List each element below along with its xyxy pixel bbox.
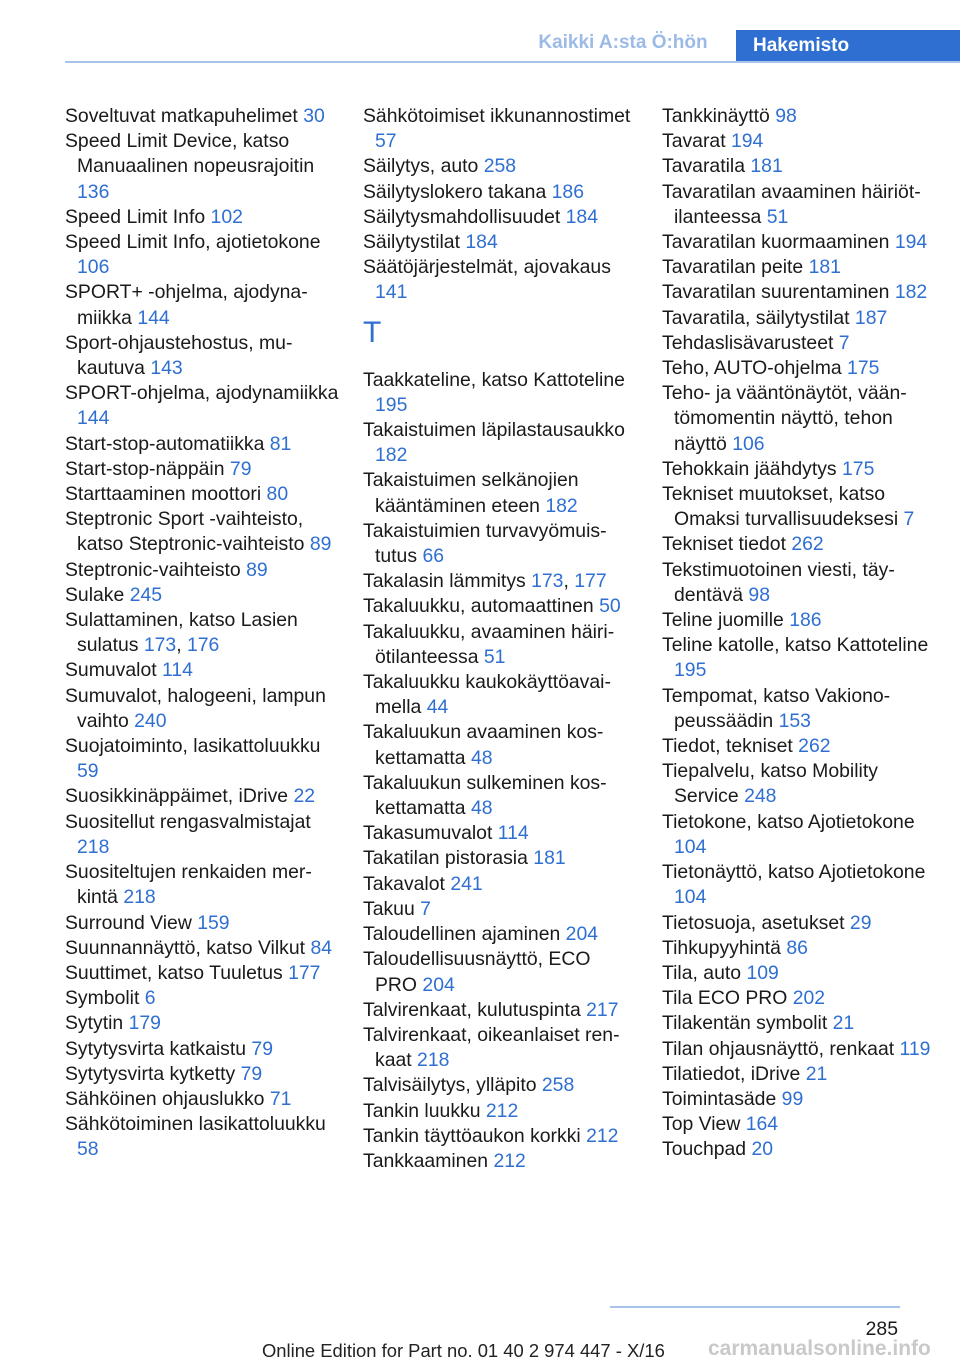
edition-note: Online Edition for Part no. 01 40 2 974 447 - X/16	[262, 1340, 665, 1361]
page-header	[0, 0, 960, 62]
index-page-link[interactable]: 182	[375, 444, 408, 467]
index-entry	[363, 104, 633, 154]
index-entry	[363, 620, 633, 670]
index-entry-term: Tietokone, katso Ajotietokone	[662, 810, 915, 833]
index-entry-term: Talvirenkaat, kulutuspinta	[363, 998, 581, 1021]
index-page-link[interactable]: 84	[310, 936, 333, 959]
index-page-link[interactable]: 187	[854, 306, 888, 329]
index-entry-term: Tehokkain jäähdytys	[662, 457, 837, 480]
index-entry	[662, 608, 947, 633]
index-page-link[interactable]: 51	[766, 205, 789, 228]
header-divider	[65, 61, 960, 63]
index-entry-term: Tavaratila	[662, 155, 745, 178]
index-entry	[65, 230, 340, 280]
index-entry	[662, 457, 947, 482]
index-page-link[interactable]: 218	[417, 1049, 450, 1072]
index-page-link[interactable]: 104	[674, 886, 707, 909]
index-entry-term: Tavaratila, säilytystilat	[662, 306, 850, 329]
index-entry	[662, 1011, 947, 1036]
index-page-link[interactable]: 181	[750, 155, 783, 178]
index-page-link[interactable]: 136	[77, 180, 110, 203]
index-entry	[662, 734, 947, 759]
index-entry	[65, 810, 340, 860]
index-entry	[363, 205, 633, 230]
index-entry	[363, 1124, 633, 1149]
index-entry-term: Tavaratilan kuormaaminen	[662, 231, 890, 254]
index-entry	[363, 255, 633, 305]
index-entry-term: Takasumuvalot	[363, 822, 493, 845]
index-page-link[interactable]: 177	[574, 570, 607, 593]
index-page-link[interactable]: 164	[745, 1113, 779, 1136]
index-entry-term: Takaluukku, automaattinen	[363, 595, 594, 618]
index-page-link[interactable]: 248	[744, 785, 777, 808]
index-entry-term: Säilytys, auto	[363, 155, 479, 178]
index-entry	[65, 860, 340, 910]
index-page-link[interactable]: 194	[730, 130, 764, 153]
index-page-link[interactable]: 48	[470, 746, 493, 769]
index-entry-term: Takatilan pistorasia	[363, 847, 528, 870]
index-entry	[65, 129, 340, 205]
index-entry-term: Tihkupyyhintä	[662, 936, 781, 959]
index-page-link[interactable]: 195	[375, 393, 408, 416]
index-page-link[interactable]: 212	[485, 1099, 519, 1122]
index-page-link[interactable]: 50	[599, 595, 621, 618]
index-page-link[interactable]: 114	[497, 822, 529, 845]
index-entry-term: Tankin luukku	[363, 1099, 481, 1122]
index-page-link[interactable]: 89	[246, 558, 268, 581]
index-page-link[interactable]: 86	[786, 936, 808, 959]
index-entry	[65, 482, 340, 507]
index-entry-term: Tilakentän symbolit	[662, 1012, 828, 1035]
index-entry-term: Speed Limit Device, katso Manuaalinen nopeusrajoitin	[65, 130, 315, 178]
index-page-link[interactable]: 144	[77, 407, 110, 430]
index-entry-term: Suunnannäyttö, katso Vilkut	[65, 936, 306, 959]
index-page-link[interactable]: 204	[422, 973, 455, 996]
index-page-link[interactable]: 71	[269, 1087, 292, 1110]
index-entry-term: Taloudellisuusnäyttö, ECO PRO	[363, 948, 591, 996]
index-entry-term: Teline juomille	[662, 609, 784, 632]
index-entry	[662, 1087, 947, 1112]
index-entry	[662, 986, 947, 1011]
index-entry	[662, 860, 947, 910]
index-page-link[interactable]: 48	[470, 797, 493, 820]
index-entry-term: Sytytin	[65, 1012, 124, 1035]
index-entry-term: Tekstimuotoinen viesti, täydentävä	[662, 558, 895, 606]
index-entry-term: Symbolit	[65, 987, 140, 1010]
index-entry	[363, 947, 633, 997]
index-page-link[interactable]: 106	[732, 432, 765, 455]
watermark: carmanualsonline.info	[708, 1337, 931, 1360]
index-page-link[interactable]: 57	[375, 130, 397, 153]
index-entry-term: Tekniset tiedot	[662, 533, 786, 556]
index-page-link[interactable]: 7	[903, 508, 915, 531]
index-page-link[interactable]: 66	[422, 545, 445, 568]
index-page-link[interactable]: 258	[541, 1074, 575, 1097]
index-entry	[662, 104, 947, 129]
index-page-link[interactable]: 7	[420, 897, 431, 920]
index-page-link[interactable]: 119	[899, 1037, 931, 1060]
index-entry	[363, 720, 633, 770]
index-page-link[interactable]: 143	[150, 357, 183, 380]
index-page-link[interactable]: 21	[805, 1062, 828, 1085]
index-entry	[65, 1112, 340, 1162]
index-entry-term: Takaistuimen selkänojien kääntäminen eteen	[363, 469, 579, 517]
index-page-link[interactable]: 173	[143, 634, 177, 657]
index-page-link[interactable]: 144	[137, 306, 170, 329]
index-entry	[65, 911, 340, 936]
index-entry-term: Suosikkinäppäimet, iDrive	[65, 785, 289, 808]
index-entry	[65, 1037, 340, 1062]
index-entry-term: Sumuvalot	[65, 659, 157, 682]
index-entry	[662, 532, 947, 557]
index-entry	[363, 594, 633, 619]
index-entry	[363, 1149, 633, 1174]
index-entry-term: Sumuvalot, halogeeni, lampun vaihto	[65, 684, 326, 732]
index-entry	[65, 432, 340, 457]
index-entry	[662, 684, 947, 734]
index-entry-term: Top View	[662, 1113, 741, 1136]
index-entry	[363, 670, 633, 720]
index-tab[interactable]: Hakemisto	[736, 30, 960, 61]
index-page-link[interactable]: 153	[778, 709, 811, 732]
index-entry	[662, 911, 947, 936]
index-entry-term: Säilytyslokero takana	[363, 180, 547, 203]
index-page-link[interactable]: 81	[269, 432, 292, 455]
index-entry	[363, 897, 633, 922]
index-entry-term: Tietonäyttö, katso Ajotietokone	[662, 861, 926, 884]
index-entry	[363, 846, 633, 871]
index-entry-term: Tiedot, tekniset	[662, 735, 793, 758]
index-entry-term: Speed Limit Info, ajotietokone	[65, 231, 321, 254]
index-entry	[662, 230, 947, 255]
index-entry-term: Talvisäilytys, ylläpito	[363, 1074, 537, 1097]
index-entry-term: Suositellut rengasvalmistajat	[65, 810, 311, 833]
index-page-link[interactable]: 6	[144, 987, 156, 1010]
index-entry-term: Toimintasäde	[662, 1087, 777, 1110]
index-entry-term: Soveltuvat matkapuhelimet	[65, 105, 298, 127]
index-page-link[interactable]: 44	[426, 696, 449, 719]
index-entry-term: Säätöjärjestelmät, ajovakaus	[363, 256, 611, 279]
index-entry	[363, 1023, 633, 1073]
index-entry	[363, 922, 633, 947]
index-entry	[65, 1087, 340, 1112]
index-entry	[662, 306, 947, 331]
index-entry	[662, 961, 947, 986]
index-page-link[interactable]: 20	[751, 1138, 774, 1161]
index-page-link[interactable]: 186	[551, 180, 584, 203]
index-entry-term: Surround View	[65, 911, 192, 934]
index-column-1	[65, 104, 340, 1163]
section-tab[interactable]: Kaikki A:sta Ö:hön	[538, 32, 708, 53]
index-entry-term: Takaluukun sulkeminen koskettamatta	[363, 771, 607, 820]
index-entry	[662, 633, 947, 683]
index-page-link[interactable]: 159	[197, 911, 230, 934]
index-entry-term: Tavaratilan peite	[662, 256, 804, 279]
index-entry-term: Start-stop-automatiikka	[65, 432, 265, 455]
index-entry-term: Takuu	[363, 897, 415, 920]
index-entry-term: Sytytysvirta kytketty	[65, 1062, 236, 1085]
index-page-link[interactable]: 240	[134, 709, 167, 732]
index-page-link[interactable]: 182	[545, 494, 578, 517]
index-entry-term: Sport-ohjaustehostus, mukautuva	[65, 331, 293, 380]
index-page-link[interactable]: 262	[798, 735, 831, 758]
index-entry	[65, 784, 340, 809]
index-entry	[662, 810, 947, 860]
index-entry-term: Touchpad	[662, 1138, 747, 1161]
index-page-link[interactable]: 177	[288, 961, 321, 984]
index-page-link[interactable]: 212	[586, 1124, 619, 1147]
index-page-link[interactable]: 175	[847, 357, 880, 380]
index-entry-term: Tankkaaminen	[363, 1149, 489, 1172]
index-entry	[65, 936, 340, 961]
index-page-link[interactable]: 173	[531, 570, 564, 593]
index-entry	[363, 998, 633, 1023]
index-entry-term: Tila ECO PRO	[662, 987, 788, 1010]
index-entry-term: Teline katolle, katso Kattoteline	[662, 634, 929, 657]
index-entry-term: Säilytysmahdollisuudet	[363, 205, 561, 228]
index-entry-term: SPORT+ -ohjelma, ajodynamiikka	[65, 281, 308, 329]
index-entry: Takalasin lämmitys 173, 177	[363, 570, 607, 593]
index-entry	[65, 280, 340, 330]
index-entry	[363, 180, 633, 205]
index-entry	[662, 255, 947, 280]
index-entry-term: Tilatiedot, iDrive	[662, 1062, 801, 1085]
index-entry-term: Sytytysvirta katkaistu	[65, 1037, 247, 1060]
index-entry-term: Starttaaminen moottori	[65, 483, 262, 506]
index-page-link[interactable]: 182	[894, 281, 928, 304]
index-entry	[65, 507, 340, 557]
index-page-link[interactable]: 176	[186, 634, 220, 657]
index-page-link[interactable]: 195	[674, 659, 707, 682]
index-entry	[65, 734, 340, 784]
index-page-link[interactable]: 98	[748, 583, 770, 606]
index-entry-term: Takaistuimien turvavyömuistutus	[363, 519, 607, 568]
index-entry-term: Sulattaminen, katso Lasien sulatus	[65, 609, 298, 657]
index-entry-term: SPORT-ohjelma, ajodynamiikka	[65, 382, 339, 405]
index-page-link[interactable]: 179	[128, 1012, 161, 1035]
index-page-link[interactable]: 194	[894, 231, 928, 254]
index-page-link[interactable]: 7	[838, 331, 850, 354]
index-page-link[interactable]: 98	[775, 105, 797, 127]
index-page-link[interactable]: 104	[674, 835, 707, 858]
index-entry	[65, 961, 340, 986]
index-entry-term: Tiepalvelu, katso Mobility Service	[662, 760, 878, 808]
index-entry-term: Start-stop-näppäin	[65, 457, 225, 480]
index-entry-term: Takalasin lämmitys	[363, 570, 526, 593]
index-page-link[interactable]: 21	[832, 1012, 855, 1035]
index-entry	[65, 381, 340, 431]
index-entry	[363, 468, 633, 518]
index-entry-term: Taakkateline, katso Kattoteline	[363, 368, 625, 391]
index-page-link[interactable]: 106	[77, 256, 110, 279]
index-entry	[363, 1073, 633, 1098]
index-entry-term: Taloudellinen ajaminen	[363, 923, 561, 946]
index-entry	[662, 129, 947, 154]
index-entry: Sulattaminen, katso Lasien sulatus 173, 176	[65, 609, 298, 657]
index-entry	[662, 180, 947, 230]
index-entry	[65, 1062, 340, 1087]
index-entry-term: Tankin täyttöaukon korkki	[363, 1124, 581, 1147]
index-entry-term: Sähköinen ohjauslukko	[65, 1087, 265, 1110]
index-page-link[interactable]: 262	[791, 533, 824, 556]
index-entry-term: Tila, auto	[662, 961, 742, 984]
index-page-link[interactable]: 245	[129, 583, 163, 606]
index-page-link[interactable]: 218	[123, 886, 156, 909]
index-entry	[662, 331, 947, 356]
index-page-link[interactable]: 89	[309, 533, 332, 556]
index-entry	[662, 1137, 947, 1162]
index-entry	[65, 104, 340, 129]
index-entry-term: Takaluukku, avaaminen häiriötilanteessa	[363, 620, 615, 668]
index-entry	[65, 986, 340, 1011]
index-entry-term: Sulake	[65, 583, 125, 606]
index-entry	[65, 1011, 340, 1036]
index-entry	[662, 1112, 947, 1137]
index-entry-term: Suuttimet, katso Tuuletus	[65, 961, 283, 984]
index-entry-term: Steptronic-vaihteisto	[65, 558, 241, 581]
index-entry	[363, 230, 633, 255]
index-page-link[interactable]: 99	[781, 1087, 804, 1110]
index-page-link[interactable]: 212	[493, 1149, 526, 1172]
index-entry	[363, 154, 633, 179]
index-page-link[interactable]: 109	[746, 961, 779, 984]
index-entry-term: Tilan ohjausnäyttö, renkaat	[662, 1037, 895, 1060]
index-entry-term: Takaluukku kaukokäyttöavaimella	[363, 671, 611, 719]
index-entry	[662, 482, 947, 532]
index-entry-term: Tavaratilan suurentaminen	[662, 281, 890, 304]
index-entry	[65, 658, 340, 683]
index-page-link[interactable]: 184	[565, 205, 598, 228]
index-entry	[662, 558, 947, 608]
index-page-link[interactable]: 217	[586, 998, 619, 1021]
index-entry	[363, 368, 633, 418]
index-page-link[interactable]: 29	[849, 911, 872, 934]
index-entry	[662, 356, 947, 381]
index-entry	[65, 205, 340, 230]
index-page-link[interactable]: 258	[483, 155, 517, 178]
index-entry-term: Tavaratilan avaaminen häiriötilanteessa	[662, 180, 921, 228]
index-entry-term: Sähkötoimiset ikkunannostimet	[363, 105, 631, 127]
index-entry	[65, 583, 340, 608]
index-entry	[65, 558, 340, 583]
index-entry	[662, 280, 947, 305]
index-entry-term: Säilytystilat	[363, 231, 460, 254]
index-entry	[662, 759, 947, 809]
index-entry	[363, 1099, 633, 1124]
index-page-link[interactable]: 181	[533, 847, 566, 870]
index-page-link[interactable]: 186	[789, 609, 822, 632]
footer-divider	[610, 1306, 900, 1308]
index-entry	[662, 1037, 947, 1062]
index-entry-term: Takaistuimen läpilastausaukko	[363, 419, 625, 442]
index-entry	[65, 684, 340, 734]
index-entry	[363, 519, 633, 569]
index-entry	[363, 771, 633, 821]
index-entry-term: Tempomat, katso Vakionopeussäädin	[662, 684, 891, 732]
index-page-link[interactable]: 102	[210, 205, 243, 228]
index-page-link[interactable]: 218	[77, 835, 110, 858]
index-entry	[363, 418, 633, 468]
index-entry-term: Teho- ja vääntönäytöt, vääntömomentin näyttö, tehon näyttö	[662, 382, 907, 455]
index-page-link[interactable]: 79	[229, 457, 252, 480]
index-entry-term: Takavalot	[363, 872, 445, 895]
index-entry	[65, 457, 340, 482]
index-entry-term: Tehdaslisävarusteet	[662, 331, 834, 354]
index-entry-term: Tankkinäyttö	[662, 105, 770, 127]
index-entry-term: Tekniset muutokset, katso Omaksi turvallisuudeksesi	[662, 483, 899, 531]
index-page-link[interactable]: 141	[375, 281, 408, 304]
index-page-link[interactable]: 80	[266, 483, 289, 506]
index-entry	[662, 154, 947, 179]
index-entry	[363, 872, 633, 897]
index-entry-term: Tietosuoja, asetukset	[662, 911, 845, 934]
index-page-link[interactable]: 30	[303, 105, 325, 127]
index-page-link[interactable]: 59	[77, 760, 99, 783]
index-page-link[interactable]: 204	[565, 923, 599, 946]
index-page-link[interactable]: 58	[77, 1138, 99, 1161]
index-entry-term: Suositeltujen renkaiden merkintä	[65, 861, 312, 909]
index-page-link[interactable]: 79	[251, 1037, 273, 1060]
index-entry-term: Teho, AUTO-ohjelma	[662, 357, 842, 380]
index-entry	[662, 381, 947, 457]
index-page-link[interactable]: 51	[483, 645, 506, 668]
index-entry-term: Takaluukun avaaminen koskettamatta	[363, 721, 604, 769]
index-page-link[interactable]: 181	[808, 256, 841, 279]
index-entry-term: Sähkötoiminen lasikattoluukku	[65, 1113, 326, 1136]
index-page-link[interactable]: 202	[792, 987, 826, 1010]
index-entry-term: Talvirenkaat, oikeanlaiset renkaat	[363, 1023, 620, 1072]
index-entry	[65, 331, 340, 381]
index-entry	[662, 936, 947, 961]
index-entry-term: Steptronic Sport -vaihteisto, katso Steptronic-vaihteisto	[65, 508, 305, 556]
index-page-link[interactable]: 175	[842, 457, 875, 480]
index-column-2	[363, 104, 633, 1174]
index-entry	[363, 821, 633, 846]
index-column-3	[662, 104, 947, 1163]
index-page-link[interactable]: 79	[240, 1062, 263, 1085]
index-page-link[interactable]: 184	[465, 231, 498, 254]
index-entry-term: Tavarat	[662, 130, 726, 153]
page-number: 285	[865, 1318, 898, 1340]
index-page-link[interactable]: 241	[450, 872, 483, 895]
index-entry-term: Speed Limit Info	[65, 205, 206, 228]
index-letter-heading: T	[363, 315, 382, 349]
index-entry	[662, 1062, 947, 1087]
index-entry-term: Suojatoiminto, lasikattoluukku	[65, 735, 321, 758]
index-page-link[interactable]: 114	[162, 659, 193, 682]
index-page-link[interactable]: 22	[293, 785, 316, 808]
